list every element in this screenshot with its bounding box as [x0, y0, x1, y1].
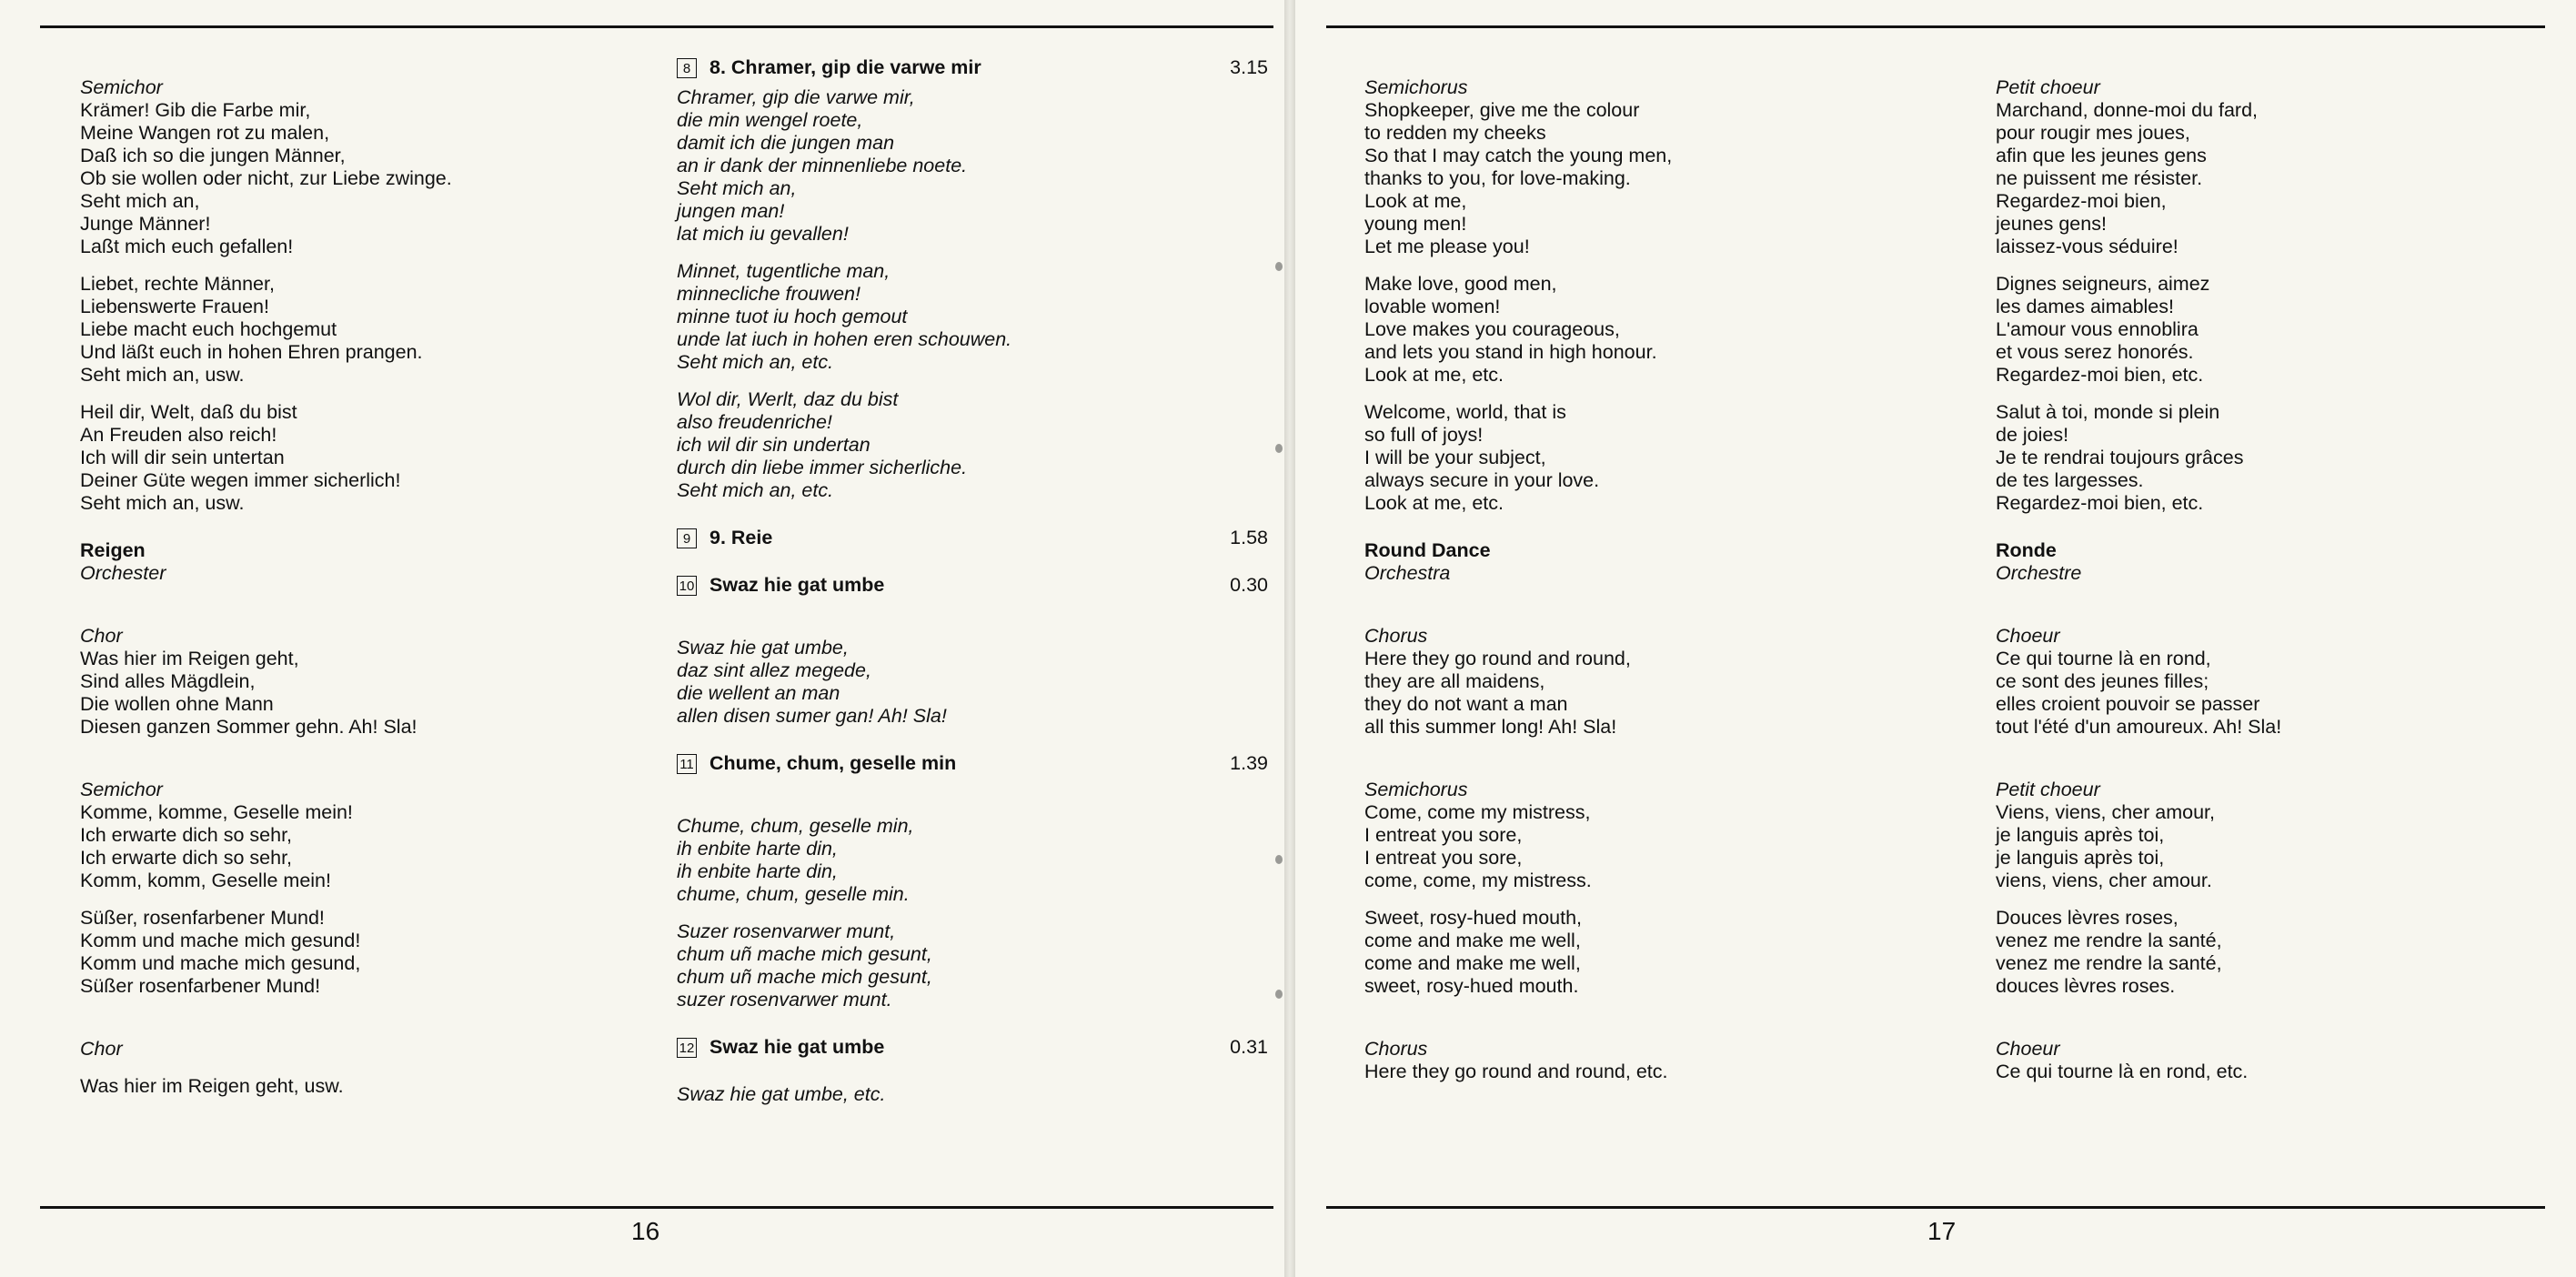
text-line: Welcome, world, that is — [1364, 401, 1566, 423]
german-text-column — [80, 76, 589, 1098]
stanza-gap — [677, 775, 1268, 815]
text-line: de joies! — [1996, 424, 2069, 446]
stanza-gap — [677, 246, 1268, 260]
track-number-box: 11 — [677, 754, 697, 774]
stanza-gap — [677, 79, 1268, 86]
english-text-column — [1364, 76, 1928, 1083]
italic-line: minnecliche frouwen! — [677, 283, 860, 305]
stanza-gap — [677, 1059, 1268, 1083]
text-line: Seht mich an, — [80, 190, 200, 212]
text-line: afin que les jeunes gens — [1996, 145, 2207, 166]
text-line: Ich erwarte dich so sehr, — [80, 847, 293, 869]
text-line: Je te rendrai toujours grâces — [1996, 447, 2244, 468]
text-line: Seht mich an, usw. — [80, 492, 245, 514]
text-line: Make love, good men, — [1364, 273, 1557, 295]
stanza-gap — [677, 906, 1268, 920]
text-line: young men! — [1364, 213, 1467, 235]
text-line: Deiner Güte wegen immer sicherlich! — [80, 469, 401, 491]
text-line: je languis après toi, — [1996, 824, 2165, 846]
text-line: An Freuden also reich! — [80, 424, 277, 446]
italic-line: Seht mich an, etc. — [677, 351, 834, 373]
text-line: Shopkeeper, give me the colour — [1364, 99, 1640, 121]
italic-line: Chor — [80, 1038, 123, 1060]
italic-line: Chramer, gip die varwe mir, — [677, 86, 915, 108]
stanza-gap — [677, 374, 1268, 388]
track-heading — [677, 527, 1268, 549]
italic-line: unde lat iuch in hohen eren schouwen. — [677, 328, 1012, 350]
text-line: they do not want a man — [1364, 693, 1568, 715]
stanza-gap — [677, 728, 1268, 752]
stanza-gap — [1364, 892, 1928, 907]
track-heading — [677, 1036, 1268, 1059]
text-line: all this summer long! Ah! Sla! — [1364, 716, 1617, 738]
italic-line: Petit choeur — [1996, 76, 2100, 98]
italic-line: an ir dank der minnenliebe noete. — [677, 155, 968, 176]
middle-high-german-text-column — [677, 56, 1268, 1106]
text-line: Marchand, donne-moi du fard, — [1996, 99, 2259, 121]
italic-line: Petit choeur — [1996, 779, 2100, 800]
italic-line: chume, chum, geselle min. — [677, 883, 910, 905]
text-line: L'amour vous ennoblira — [1996, 318, 2199, 340]
text-line: come and make me well, — [1364, 952, 1581, 974]
text-line: Daß ich so die jungen Männer, — [80, 145, 346, 166]
section-heading: Round Dance — [1364, 539, 1491, 561]
text-line: Salut à toi, monde si plein — [1996, 401, 2220, 423]
stanza-gap — [677, 502, 1268, 527]
italic-line: ich wil dir sin undertan — [677, 434, 870, 456]
italic-line: minne tuot iu hoch gemout — [677, 306, 908, 327]
stanza-gap — [1364, 998, 1928, 1038]
text-line: Meine Wangen rot zu malen, — [80, 122, 330, 144]
text-line: Look at me, etc. — [1364, 364, 1504, 386]
text-line: Komme, komme, Geselle mein! — [80, 801, 353, 823]
text-line: so full of joys! — [1364, 424, 1484, 446]
italic-line: ih enbite harte din, — [677, 838, 838, 860]
text-line: Süßer rosenfarbener Mund! — [80, 975, 321, 997]
stanza-gap — [80, 387, 589, 401]
text-line: I entreat you sore, — [1364, 824, 1523, 846]
stanza-gap — [80, 585, 589, 625]
text-line: Liebe macht euch hochgemut — [80, 318, 337, 340]
track-title: Swaz hie gat umbe — [709, 1036, 885, 1058]
text-line: ce sont des jeunes filles; — [1996, 670, 2209, 692]
italic-line: Suzer rosenvarwer munt, — [677, 920, 896, 942]
track-heading — [677, 752, 1268, 775]
text-line: Regardez-moi bien, etc. — [1996, 364, 2204, 386]
text-line: venez me rendre la santé, — [1996, 930, 2222, 951]
text-line: Ob sie wollen oder nicht, zur Liebe zwinge. — [80, 167, 452, 189]
italic-line: Semichorus — [1364, 76, 1468, 98]
italic-line: Orchestre — [1996, 562, 2082, 584]
text-line: pour rougir mes joues, — [1996, 122, 2190, 144]
italic-line: Swaz hie gat umbe, — [677, 637, 849, 659]
italic-line: jungen man! — [677, 200, 785, 222]
italic-line: Semichorus — [1364, 779, 1468, 800]
italic-line: Choeur — [1996, 1038, 2060, 1060]
stanza-gap — [80, 258, 589, 273]
text-line: sweet, rosy-hued mouth. — [1364, 975, 1579, 997]
italic-line: lat mich iu gevallen! — [677, 223, 849, 245]
text-line: Die wollen ohne Mann — [80, 693, 274, 715]
text-line: Come, come my mistress, — [1364, 801, 1591, 823]
text-line: lovable women! — [1364, 296, 1501, 317]
text-line: Laßt mich euch gefallen! — [80, 236, 294, 257]
italic-line: daz sint allez megede, — [677, 659, 871, 681]
italic-line: Wol dir, Werlt, daz du bist — [677, 388, 899, 410]
french-text-column — [1996, 76, 2541, 1083]
track-duration: 0.31 — [1230, 1036, 1268, 1058]
track-duration: 1.39 — [1230, 752, 1268, 774]
stanza-gap — [80, 892, 589, 907]
top-rule — [40, 25, 1273, 28]
text-line: I entreat you sore, — [1364, 847, 1523, 869]
text-line: Was hier im Reigen geht, — [80, 648, 299, 669]
text-line: ne puissent me résister. — [1996, 167, 2203, 189]
text-line: Seht mich an, usw. — [80, 364, 245, 386]
track-heading — [677, 574, 1268, 597]
text-line: Sind alles Mägdlein, — [80, 670, 256, 692]
italic-line: Orchester — [80, 562, 166, 584]
binding-hole — [1275, 990, 1283, 999]
text-line: Ich erwarte dich so sehr, — [80, 824, 293, 846]
text-line: to redden my cheeks — [1364, 122, 1546, 144]
text-line: Liebet, rechte Männer, — [80, 273, 275, 295]
text-line: Here they go round and round, etc. — [1364, 1061, 1668, 1082]
stanza-gap — [677, 1011, 1268, 1036]
text-line: elles croient pouvoir se passer — [1996, 693, 2260, 715]
italic-line: suzer rosenvarwer munt. — [677, 989, 892, 1011]
text-line: Junge Männer! — [80, 213, 211, 235]
section-heading: Reigen — [80, 539, 146, 561]
bottom-rule — [40, 1206, 1273, 1209]
text-line: Here they go round and round, — [1364, 648, 1631, 669]
stanza-gap — [1996, 585, 2541, 625]
italic-line: Semichor — [80, 76, 163, 98]
text-line: Was hier im Reigen geht, usw. — [80, 1075, 344, 1097]
text-line: Look at me, etc. — [1364, 492, 1504, 514]
text-line: viens, viens, cher amour. — [1996, 870, 2212, 891]
text-line: Douces lèvres roses, — [1996, 907, 2179, 929]
track-title: Swaz hie gat umbe — [709, 574, 885, 596]
italic-line: damit ich die jungen man — [677, 132, 895, 154]
text-line: et vous serez honorés. — [1996, 341, 2194, 363]
text-line: laissez-vous séduire! — [1996, 236, 2179, 257]
text-line: Love makes you courageous, — [1364, 318, 1620, 340]
text-line: Liebenswerte Frauen! — [80, 296, 269, 317]
text-line: Ce qui tourne là en rond, etc. — [1996, 1061, 2249, 1082]
text-line: come and make me well, — [1364, 930, 1581, 951]
text-line: Komm und mache mich gesund, — [80, 952, 361, 974]
stanza-gap — [677, 549, 1268, 574]
italic-line: Swaz hie gat umbe, etc. — [677, 1083, 886, 1105]
text-line: Heil dir, Welt, daß du bist — [80, 401, 297, 423]
text-line: I will be your subject, — [1364, 447, 1546, 468]
track-duration: 0.30 — [1230, 574, 1268, 596]
text-line: come, come, my mistress. — [1364, 870, 1592, 891]
stanza-gap — [80, 998, 589, 1038]
stanza-gap — [1996, 387, 2541, 401]
binding-hole — [1275, 444, 1283, 453]
italic-line: also freudenriche! — [677, 411, 832, 433]
text-line: Regardez-moi bien, etc. — [1996, 492, 2204, 514]
track-title: 9. Reie — [709, 527, 773, 548]
italic-line: Chor — [80, 625, 123, 647]
stanza-gap — [677, 597, 1268, 637]
italic-line: Semichor — [80, 779, 163, 800]
text-line: Komm und mache mich gesund! — [80, 930, 361, 951]
text-line: Diesen ganzen Sommer gehn. Ah! Sla! — [80, 716, 418, 738]
italic-line: die min wengel roete, — [677, 109, 863, 131]
italic-line: Chume, chum, geselle min, — [677, 815, 914, 837]
italic-line: Seht mich an, etc. — [677, 479, 834, 501]
page-number: 16 — [631, 1217, 660, 1245]
stanza-gap — [1364, 739, 1928, 779]
text-line: Ich will dir sein untertan — [80, 447, 285, 468]
stanza-gap — [1996, 258, 2541, 273]
text-line: les dames aimables! — [1996, 296, 2174, 317]
page-number: 17 — [1927, 1217, 1957, 1245]
top-rule — [1326, 25, 2545, 28]
text-line: Sweet, rosy-hued mouth, — [1364, 907, 1583, 929]
track-duration: 1.58 — [1230, 527, 1268, 548]
stanza-gap — [80, 739, 589, 779]
italic-line: chum uñ mache mich gesunt, — [677, 943, 932, 965]
text-line: they are all maidens, — [1364, 670, 1545, 692]
binding-hole — [1275, 262, 1283, 271]
text-line: Süßer, rosenfarbener Mund! — [80, 907, 325, 929]
stanza-gap — [1364, 387, 1928, 401]
text-line: je languis après toi, — [1996, 847, 2165, 869]
text-line: venez me rendre la santé, — [1996, 952, 2222, 974]
stanza-gap — [1364, 515, 1928, 539]
italic-line: allen disen sumer gan! Ah! Sla! — [677, 705, 947, 727]
text-line: So that I may catch the young men, — [1364, 145, 1673, 166]
italic-line: Chorus — [1364, 625, 1428, 647]
section-heading: Ronde — [1996, 539, 2057, 561]
stanza-gap — [1364, 585, 1928, 625]
text-line: Krämer! Gib die Farbe mir, — [80, 99, 311, 121]
track-title: 8. Chramer, gip die varwe mir — [709, 56, 981, 78]
stanza-gap — [80, 1061, 589, 1075]
text-line: Let me please you! — [1364, 236, 1530, 257]
stanza-gap — [1996, 998, 2541, 1038]
stanza-gap — [1364, 258, 1928, 273]
text-line: Und läßt euch in hohen Ehren prangen. — [80, 341, 423, 363]
track-number-box: 10 — [677, 576, 697, 596]
text-line: Komm, komm, Geselle mein! — [80, 870, 331, 891]
text-line: Dignes seigneurs, aimez — [1996, 273, 2210, 295]
text-line: tout l'été d'un amoureux. Ah! Sla! — [1996, 716, 2282, 738]
italic-line: chum uñ mache mich gesunt, — [677, 966, 932, 988]
bottom-rule — [1326, 1206, 2545, 1209]
text-line: jeunes gens! — [1996, 213, 2107, 235]
italic-line: Choeur — [1996, 625, 2060, 647]
track-number-box: 12 — [677, 1038, 697, 1058]
text-line: de tes largesses. — [1996, 469, 2144, 491]
track-number-box: 9 — [677, 528, 697, 548]
stanza-gap — [1996, 739, 2541, 779]
italic-line: Seht mich an, — [677, 177, 797, 199]
text-line: Regardez-moi bien, — [1996, 190, 2167, 212]
text-line: Ce qui tourne là en rond, — [1996, 648, 2211, 669]
text-line: always secure in your love. — [1364, 469, 1600, 491]
text-line: douces lèvres roses. — [1996, 975, 2176, 997]
track-title: Chume, chum, geselle min — [709, 752, 957, 774]
binding-hole — [1275, 855, 1283, 864]
italic-line: Minnet, tugentliche man, — [677, 260, 891, 282]
text-line: Viens, viens, cher amour, — [1996, 801, 2216, 823]
book-gutter — [1284, 0, 1295, 1277]
left-page — [0, 0, 1284, 1277]
text-line: Look at me, — [1364, 190, 1467, 212]
track-duration: 3.15 — [1230, 56, 1268, 78]
text-line: and lets you stand in high honour. — [1364, 341, 1657, 363]
track-heading — [677, 56, 1268, 79]
track-number-box: 8 — [677, 58, 697, 78]
italic-line: die wellent an man — [677, 682, 840, 704]
text-line: thanks to you, for love-making. — [1364, 167, 1631, 189]
right-page — [1295, 0, 2576, 1277]
italic-line: ih enbite harte din, — [677, 860, 838, 882]
italic-line: Orchestra — [1364, 562, 1451, 584]
stanza-gap — [1996, 892, 2541, 907]
stanza-gap — [1996, 515, 2541, 539]
stanza-gap — [80, 515, 589, 539]
italic-line: Chorus — [1364, 1038, 1428, 1060]
italic-line: durch din liebe immer sicherliche. — [677, 457, 968, 478]
